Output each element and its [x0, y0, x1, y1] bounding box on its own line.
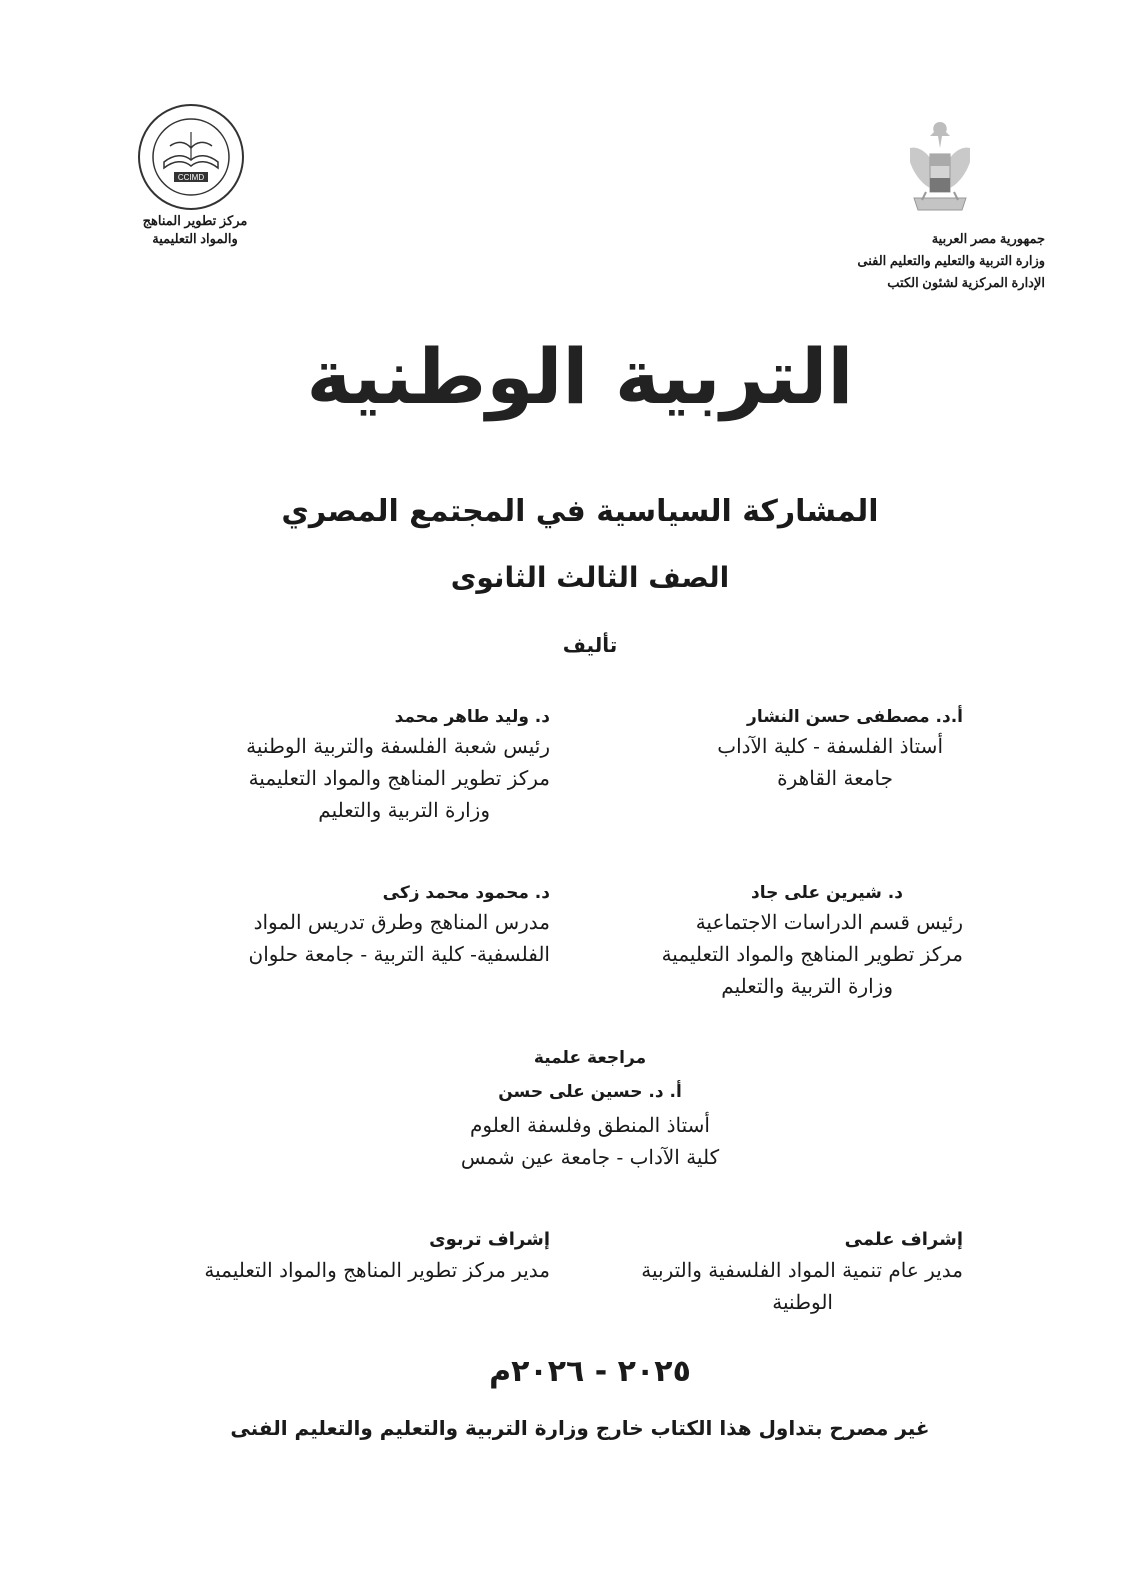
author-card	[170, 880, 550, 970]
author-line: الفلسفية- كلية التربية - جامعة حلوان	[248, 942, 550, 966]
review-heading: مراجعة علمية	[533, 1048, 647, 1068]
author-name: د. شيرين على جاد	[751, 883, 903, 903]
educational-supervision	[170, 1226, 550, 1286]
author-line: مركز تطوير المناهج والمواد التعليمية	[661, 942, 963, 966]
academic-year: ٢٠٢٥ - ٢٠٢٦م	[489, 1354, 691, 1389]
scientific-supervision	[603, 1226, 963, 1318]
supervision-heading: إشراف علمى	[844, 1229, 963, 1250]
grade-level: الصف الثالث الثانوى	[450, 561, 730, 594]
scientific-review	[380, 1045, 800, 1173]
author-name: د. محمود محمد زكى	[382, 883, 550, 903]
author-line: أستاذ الفلسفة - كلية الآداب	[717, 734, 943, 758]
author-line: مركز تطوير المناهج والمواد التعليمية	[248, 766, 550, 790]
reviewer-line: كلية الآداب - جامعة عين شمس	[460, 1145, 720, 1169]
ccimd-logo-icon	[136, 102, 246, 212]
ccimd-caption-line: والمواد التعليمية	[152, 231, 238, 246]
author-name: أ.د. مصطفى حسن النشار	[747, 707, 963, 727]
ministry-header	[830, 228, 1045, 294]
book-title: التربية الوطنية	[306, 332, 854, 421]
circulation-notice: غير مصرح بتداول هذا الكتاب خارج وزارة التربية والتعليم والتعليم الفنى	[230, 1416, 930, 1440]
book-subtitle: المشاركة السياسية في المجتمع المصري	[281, 494, 879, 529]
authors-heading: تأليف	[562, 633, 618, 657]
author-line: وزارة التربية والتعليم	[721, 974, 893, 998]
author-card	[603, 880, 963, 1002]
supervision-line: الوطنية	[772, 1290, 833, 1314]
ccimd-logo-text: CCIMD	[177, 173, 205, 182]
ministry-line: الإدارة المركزية لشئون الكتب	[887, 275, 1045, 290]
supervision-line: مدير عام تنمية المواد الفلسفية والتربية	[641, 1258, 963, 1282]
ministry-line: جمهورية مصر العربية	[931, 231, 1045, 246]
reviewer-name: أ. د. حسين على حسن	[498, 1082, 682, 1102]
ccimd-caption	[130, 212, 260, 248]
supervision-line: مدير مركز تطوير المناهج والمواد التعليمية	[204, 1258, 550, 1282]
ministry-line: وزارة التربية والتعليم والتعليم الفنى	[857, 253, 1045, 268]
author-line: جامعة القاهرة	[777, 766, 893, 790]
author-line: رئيس شعبة الفلسفة والتربية الوطنية	[246, 734, 550, 758]
author-card	[170, 704, 550, 826]
reviewer-line: أستاذ المنطق وفلسفة العلوم	[470, 1113, 710, 1137]
author-line: وزارة التربية والتعليم	[318, 798, 490, 822]
ccimd-caption-line: مركز تطوير المناهج	[142, 213, 248, 228]
author-name: د. وليد طاهر محمد	[394, 707, 550, 727]
supervision-heading: إشراف تربوى	[429, 1229, 550, 1250]
author-line: مدرس المناهج وطرق تدريس المواد	[253, 910, 550, 934]
egypt-eagle-emblem-icon	[904, 118, 976, 226]
author-line: رئيس قسم الدراسات الاجتماعية	[695, 910, 963, 934]
author-card	[603, 704, 963, 794]
